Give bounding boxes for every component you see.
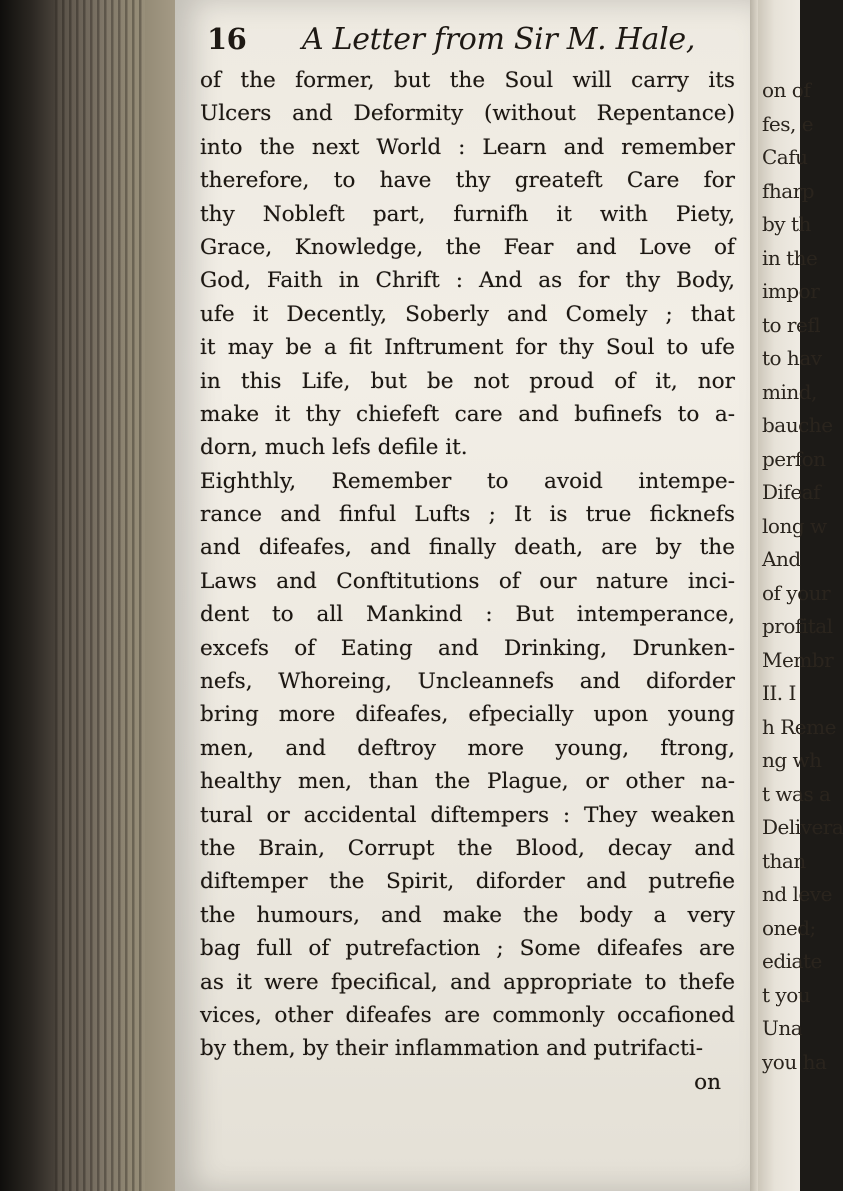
facing-page-line: of your [762, 580, 831, 605]
text-line: into the next World : Learn and remember [200, 134, 735, 160]
text-line: Eighthly, Remember to avoid intempe- [200, 468, 735, 494]
facing-page-line: t was a [762, 781, 831, 806]
facing-page-line: And [762, 547, 801, 571]
text-line: Laws and Conftitutions of our nature inci- [200, 568, 735, 594]
facing-page-line: than [762, 848, 806, 873]
facing-page-line: profital [762, 614, 833, 638]
facing-page-line: oned; [762, 915, 816, 940]
text-line: the humours, and make the body a very [200, 902, 735, 928]
facing-page-line: long w [762, 513, 827, 538]
body-text [200, 64, 735, 1099]
facing-page-line: ediate [762, 949, 822, 973]
facing-page-line: to hav [762, 346, 822, 370]
text-line: bag full of putrefaction ; Some difeafes are [200, 936, 735, 962]
text-line: healthy men, than the Plague, or other na- [200, 769, 735, 795]
text-line: it may be a fit Inftrument for thy Soul to ufe [200, 335, 735, 361]
text-line: and difeafes, and finally death, are by the [200, 535, 735, 561]
facing-page-line: perfon [762, 446, 826, 471]
page-edge [750, 0, 758, 1191]
facing-page-line: to refl [762, 312, 821, 337]
page-number: 16 [207, 22, 247, 56]
text-line: men, and deftroy more young, ftrong, [200, 735, 735, 761]
facing-page-line: Cafu [762, 145, 808, 169]
facing-page-line: on of [762, 78, 811, 102]
facing-page-text [762, 74, 843, 1079]
facing-page-line: II. I [762, 681, 796, 705]
text-line: vices, other difeafes are commonly occafioned [200, 1002, 735, 1028]
facing-page-line: mind, [762, 379, 817, 404]
text-line: therefore, to have thy greateft Care for [200, 168, 735, 194]
text-line: excefs of Eating and Drinking, Drunken- [200, 635, 735, 661]
catchword: on [694, 1069, 721, 1095]
facing-page-line: fes, e [762, 111, 814, 136]
text-line: bring more difeafes, efpecially upon young [200, 702, 735, 728]
text-line: dorn, much lefs defile it. [200, 435, 468, 461]
text-line: rance and finful Lufts ; It is true ficknefs [200, 502, 735, 528]
facing-page-line: Difeaf [762, 480, 820, 504]
facing-page-line: Una [762, 1016, 803, 1040]
text-line: make it thy chiefeft care and bufinefs to a- [200, 401, 735, 427]
text-line: in this Life, but be not proud of it, nor [200, 368, 735, 394]
page-header [207, 22, 727, 62]
text-line: ufe it Decently, Soberly and Comely ; that [200, 301, 735, 327]
facing-page-line: you ha [762, 1049, 827, 1074]
text-line: by them, by their inflammation and putrifacti- [200, 1036, 704, 1062]
text-line: of the former, but the Soul will carry its [200, 68, 735, 93]
facing-page-line: by th [762, 212, 811, 236]
facing-page-line: in the [762, 245, 818, 270]
text-line: as it were fpecifical, and appropriate to thefe [200, 969, 735, 995]
facing-page-line: bauche [762, 413, 833, 437]
facing-page-edge [758, 0, 843, 1191]
text-line: diftemper the Spirit, diforder and putrefie [200, 869, 735, 895]
facing-page-line: Membr [762, 647, 834, 672]
facing-page-line: impor [762, 279, 820, 303]
text-line: dent to all Mankind : But intemperance, [200, 602, 735, 628]
facing-page-line: ng wh [762, 748, 822, 772]
facing-page-line: fharp [762, 178, 815, 203]
text-line: nefs, Whoreing, Uncleannefs and diforder [200, 669, 735, 695]
facing-page-line: h Reme [762, 714, 836, 739]
text-line: Grace, Knowledge, the Fear and Love of [200, 234, 735, 260]
facing-page-line: t you [762, 982, 811, 1007]
text-line: Ulcers and Deformity (without Repentance) [200, 101, 735, 127]
facing-page-line: Delivera [762, 815, 843, 839]
text-line: God, Faith in Chrift : And as for thy Body, [200, 268, 735, 294]
text-line: tural or accidental diftempers : They weaken [200, 802, 735, 828]
facing-page-line: nd leve [762, 882, 832, 906]
running-title: A Letter from Sir M. Hale, [302, 22, 696, 57]
binding-gutter [0, 0, 175, 1191]
text-line: the Brain, Corrupt the Blood, decay and [200, 835, 735, 861]
text-line: thy Nobleft part, furnifh it with Piety, [200, 201, 735, 227]
